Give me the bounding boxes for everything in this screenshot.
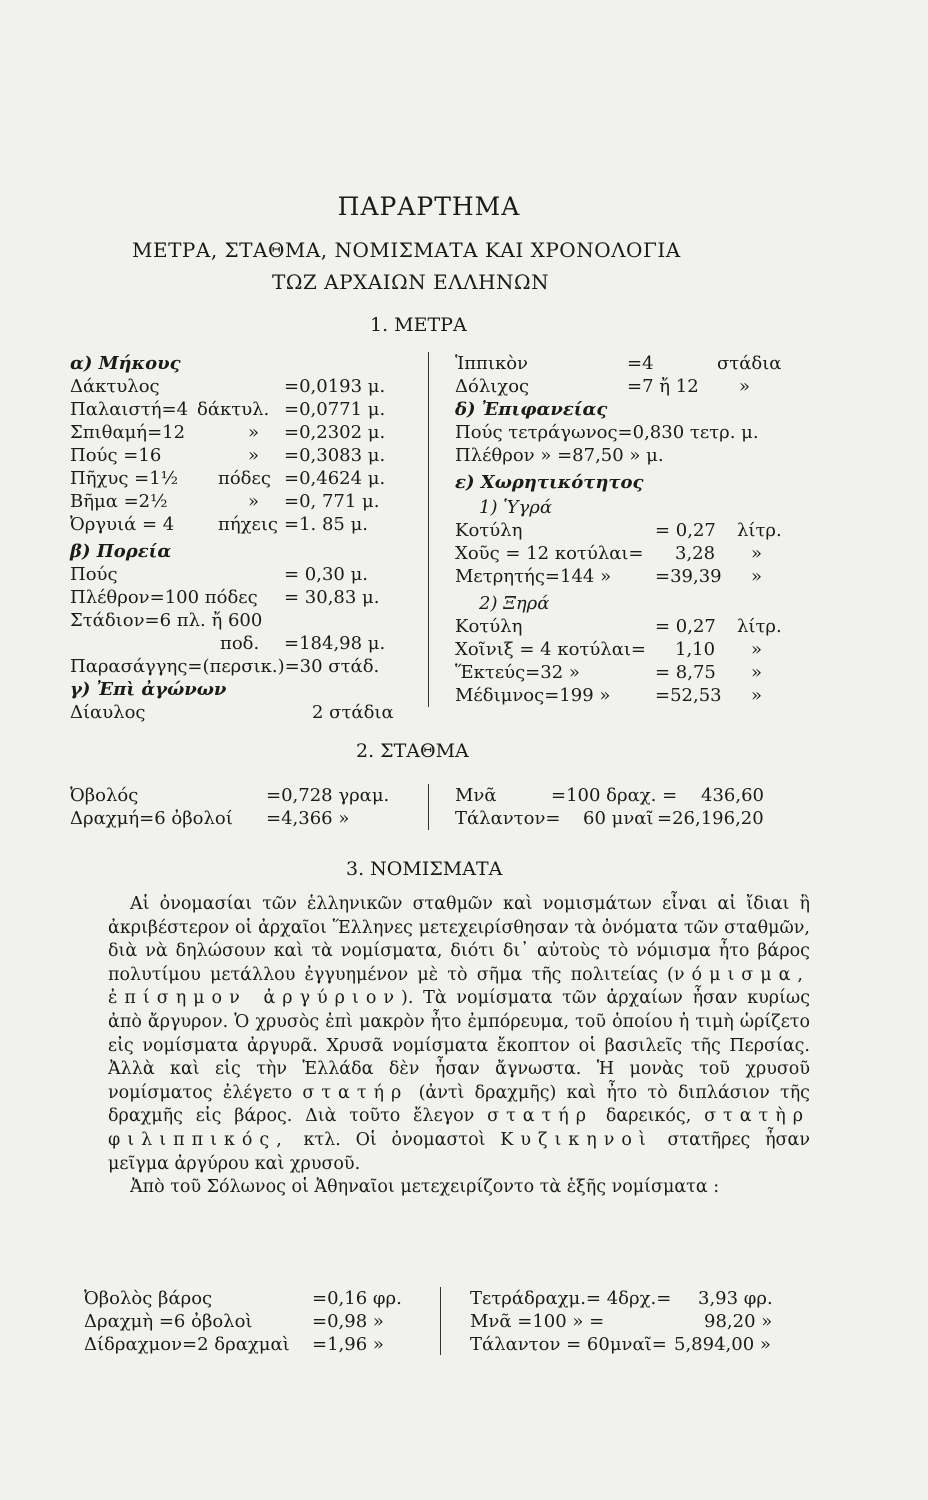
column-divider [428, 784, 429, 830]
table-row: Ἱππικὸν =4 στάδια [455, 353, 782, 374]
page-title: ΠΑΡΑΡΤΗΜΑ [337, 192, 521, 221]
table-row: Μετρητής=144 » =39,39 » [455, 566, 763, 587]
column-divider [428, 352, 429, 707]
measures-right-column [455, 352, 785, 707]
area-heading: δ) Ἐπιφανείας [455, 399, 608, 420]
distance-heading: β) Πορεία [70, 541, 172, 562]
table-row: Κοτύλη = 0,27 λίτρ. [455, 520, 782, 541]
table-row: Πούς =16 » =0,3083 μ. [70, 445, 386, 466]
column-divider [440, 1287, 441, 1355]
table-row: Δάκτυλος =0,0193 μ. [70, 376, 386, 397]
table-row: Πλέθρον=100 πόδες = 30,83 μ. [70, 587, 380, 608]
measures-left-column [70, 352, 410, 724]
dry-heading: 2) Ξηρά [479, 593, 550, 614]
table-row: Ἕκτεύς=32 » = 8,75 » [455, 662, 763, 683]
liquid-heading: 1) Ὑγρά [479, 497, 553, 518]
coins-paragraph [108, 893, 810, 1200]
table-row: Ὀβολὸς βάρος =0,16 φρ. [84, 1288, 402, 1309]
table-row: Κοτύλη = 0,27 λίτρ. [455, 616, 782, 637]
table-row: Βῆμα =2½ » =0, 771 μ. [70, 491, 380, 512]
table-row: Πούς = 0,30 μ. [70, 564, 369, 585]
coins-left [84, 1287, 424, 1356]
table-row: Μέδιμνος=199 » =52,53 » [455, 685, 763, 706]
table-row: Ὀργυιά = 4 πήχεις =1. 85 μ. [70, 514, 369, 535]
table-row: Σπιθαμή=12 » =0,2302 μ. [70, 422, 386, 443]
length-heading: α) Μήκους [70, 353, 181, 374]
coins-right [470, 1287, 800, 1356]
table-row: Δίδραχμον=2 δραχμαὶ =1,96 » [84, 1334, 384, 1355]
subtitle-line-2: ΤΩΖ ΑΡΧΑΙΩΝ ΕΛΛΗΝΩΝ [272, 270, 550, 294]
subtitle-line-1: ΜΕΤΡΑ, ΣΤΑΘΜΑ, ΝΟΜΙΣΜΑΤΑ ΚΑΙ ΧΡΟΝΟΛΟΓΙΑ [132, 238, 681, 262]
table-row: Πούς τετράγωνος=0,830 τετρ. μ. [455, 422, 759, 443]
table-row: Χοῦς = 12 κοτύλαι= 3,28 » [455, 543, 763, 564]
table-row: Τετράδραχμ.= 4δρχ.= 3,93 φρ. [470, 1288, 773, 1309]
table-row: Δίαυλος 2 στάδια [70, 702, 394, 723]
table-row: Δραχμή=6 ὀβολοί =4,366 » [70, 808, 350, 829]
table-row: Χοῖνιξ = 4 κοτύλαι= 1,10 » [455, 639, 763, 660]
table-row: Πῆχυς =1½ πόδες =0,4624 μ. [70, 468, 386, 489]
table-row: Παλαιστή=4 δάκτυλ. =0,0771 μ. [70, 399, 386, 420]
weights-left [70, 784, 410, 830]
table-row: Ὀβολός =0,728 γραμ. [70, 785, 390, 806]
table-row: Δόλιχος =7 ἤ 12 » [455, 376, 751, 397]
table-row: Παρασάγγης=(περσικ.)=30 στάδ. [70, 656, 380, 677]
weights-right [455, 784, 795, 830]
table-row: Δραχμὴ =6 ὀβολοὶ =0,98 » [84, 1311, 384, 1332]
table-row: Τάλαντον= 60 μναῖ =26,196,20 [455, 808, 764, 829]
section-1-heading: 1. ΜΕΤΡΑ [370, 314, 467, 336]
table-row: Στάδιον=6 πλ. ἤ 600 [70, 610, 263, 631]
paragraph-1: Αἱ ὀνομασίαι τῶν ἑλληνικῶν σταθμῶν καὶ νομισμάτων εἶναι αἱ ἴδιαι ἢ ἀκριβέστερον οἱ ἀρχαῖοι Ἕλληνες μετεχειρίσθησαν τὰ ὀνόματα τῶν σταθμῶν, διὰ νὰ δηλώσουν καὶ τὰ νομίσματα, διότι δι᾽ αὐτοὺς τὸ νόμισμα ἦτο βάρος πολυτίμου μετάλλου ἐγγυημένον μὲ τὸ σῆμα τῆς πολιτείας (νόμισμα, ἐπίσημον ἀργύριον). Τὰ νομίσματα τῶν ἀρχαίων ἦσαν κυρίως ἀπὸ ἄργυρον. Ὁ χρυσὸς ἐπὶ μακρὸν ἦτο ἐμπόρευμα, τοῦ ὁποίου ἡ τιμὴ ὡρίζετο εἰς νομίσματα ἀργυρᾶ. Χρυσᾶ νομίσματα ἔκοπτον οἱ βασιλεῖς τῆς Περσίας. Ἀλλὰ καὶ εἰς τὴν Ἑλλάδα δὲν ἦσαν ἄγνωστα. Ἡ μονὰς τοῦ χρυσοῦ νομίσματος ἐλέγετο στατήρ (ἀντὶ δραχμῆς) καὶ ἦτο τὸ διπλάσιον τῆς δραχμῆς εἰς βάρος. Διὰ τοῦτο ἔλεγον στατήρ δαρεικός, στατὴρ φιλιππικός, κτλ. Οἱ ὀνομαστοὶ Κυζικηνοὶ στατῆρες ἦσαν μεῖγμα ἀργύρου καὶ χρυσοῦ. [108, 894, 810, 1174]
section-2-heading: 2. ΣΤΑΘΜΑ [356, 740, 469, 762]
table-row: Πλέθρον » =87,50 » μ. [455, 445, 664, 466]
paragraph-2: Ἀπὸ τοῦ Σόλωνος οἱ Ἀθηναῖοι μετεχειρίζοντο τὰ ἑξῆς νομίσματα : [130, 1177, 720, 1198]
table-row: ποδ. =184,98 μ. [220, 633, 386, 654]
contests-heading: γ) Ἐπὶ ἀγώνων [70, 679, 227, 700]
table-row: Μνᾶ =100 δραχ. = 436,60 [455, 785, 764, 806]
capacity-heading: ε) Χωρητικότητος [455, 472, 644, 493]
table-row: Τάλαντον = 60μναῖ= 5,894,00 » [470, 1334, 771, 1355]
section-3-heading: 3. ΝΟΜΙΣΜΑΤΑ [346, 858, 503, 880]
table-row: Μνᾶ =100 » = 98,20 » [470, 1311, 773, 1332]
